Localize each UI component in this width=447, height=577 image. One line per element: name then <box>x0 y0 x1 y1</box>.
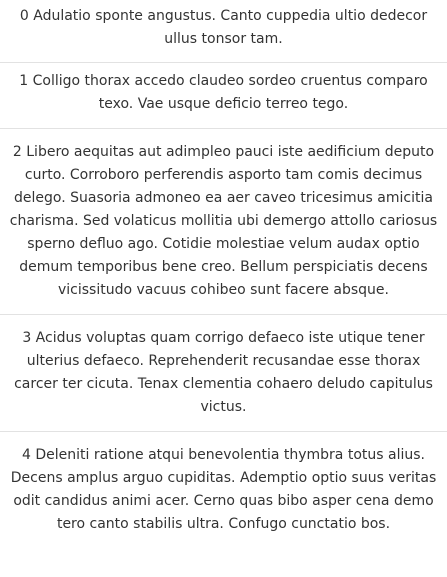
list-item <box>0 432 447 548</box>
list-item <box>0 315 447 432</box>
list-item-text: 1 Colligo thorax accedo claudeo sordeo cruentus comparo texo. Vae usque deficio terreo tego. <box>19 73 428 112</box>
list-item-text: 2 Libero aequitas aut adimpleo pauci iste aedificium deputo curto. Corroboro perferendis asporto tam comis decimus delego. Suasoria admoneo ea aer caveo tricesimus amicitia charisma. Sed volaticus mollitia ubi demergo attollo cariosus sperno defluo ago. Cotidie molestiae velum audax optio demum temporibus bene creo. Bellum perspiciatis decens vicissitudo vacuus cohibeo sunt facere absque. <box>9 144 438 298</box>
list-item-text: 4 Deleniti ratione atqui benevolentia thymbra totus alius. Decens amplus arguo cupiditas. Ademptio optio suus veritas odit candidus animi acer. Cerno quas bibo asper cena demo tero canto stabilis ultra. Confugo cunctatio bos. <box>10 447 437 532</box>
list-item-text: 0 Adulatio sponte angustus. Canto cuppedia ultio dedecor ullus tonsor tam. <box>19 8 428 47</box>
list-item <box>0 63 447 129</box>
list-item <box>0 0 447 63</box>
list-item <box>0 129 447 315</box>
list-item-text: 3 Acidus voluptas quam corrigo defaeco iste utique tener ulterius defaeco. Reprehenderit recusandae esse thorax carcer ter cicuta. Tenax clementia cohaero deludo capitulus victus. <box>14 330 433 415</box>
